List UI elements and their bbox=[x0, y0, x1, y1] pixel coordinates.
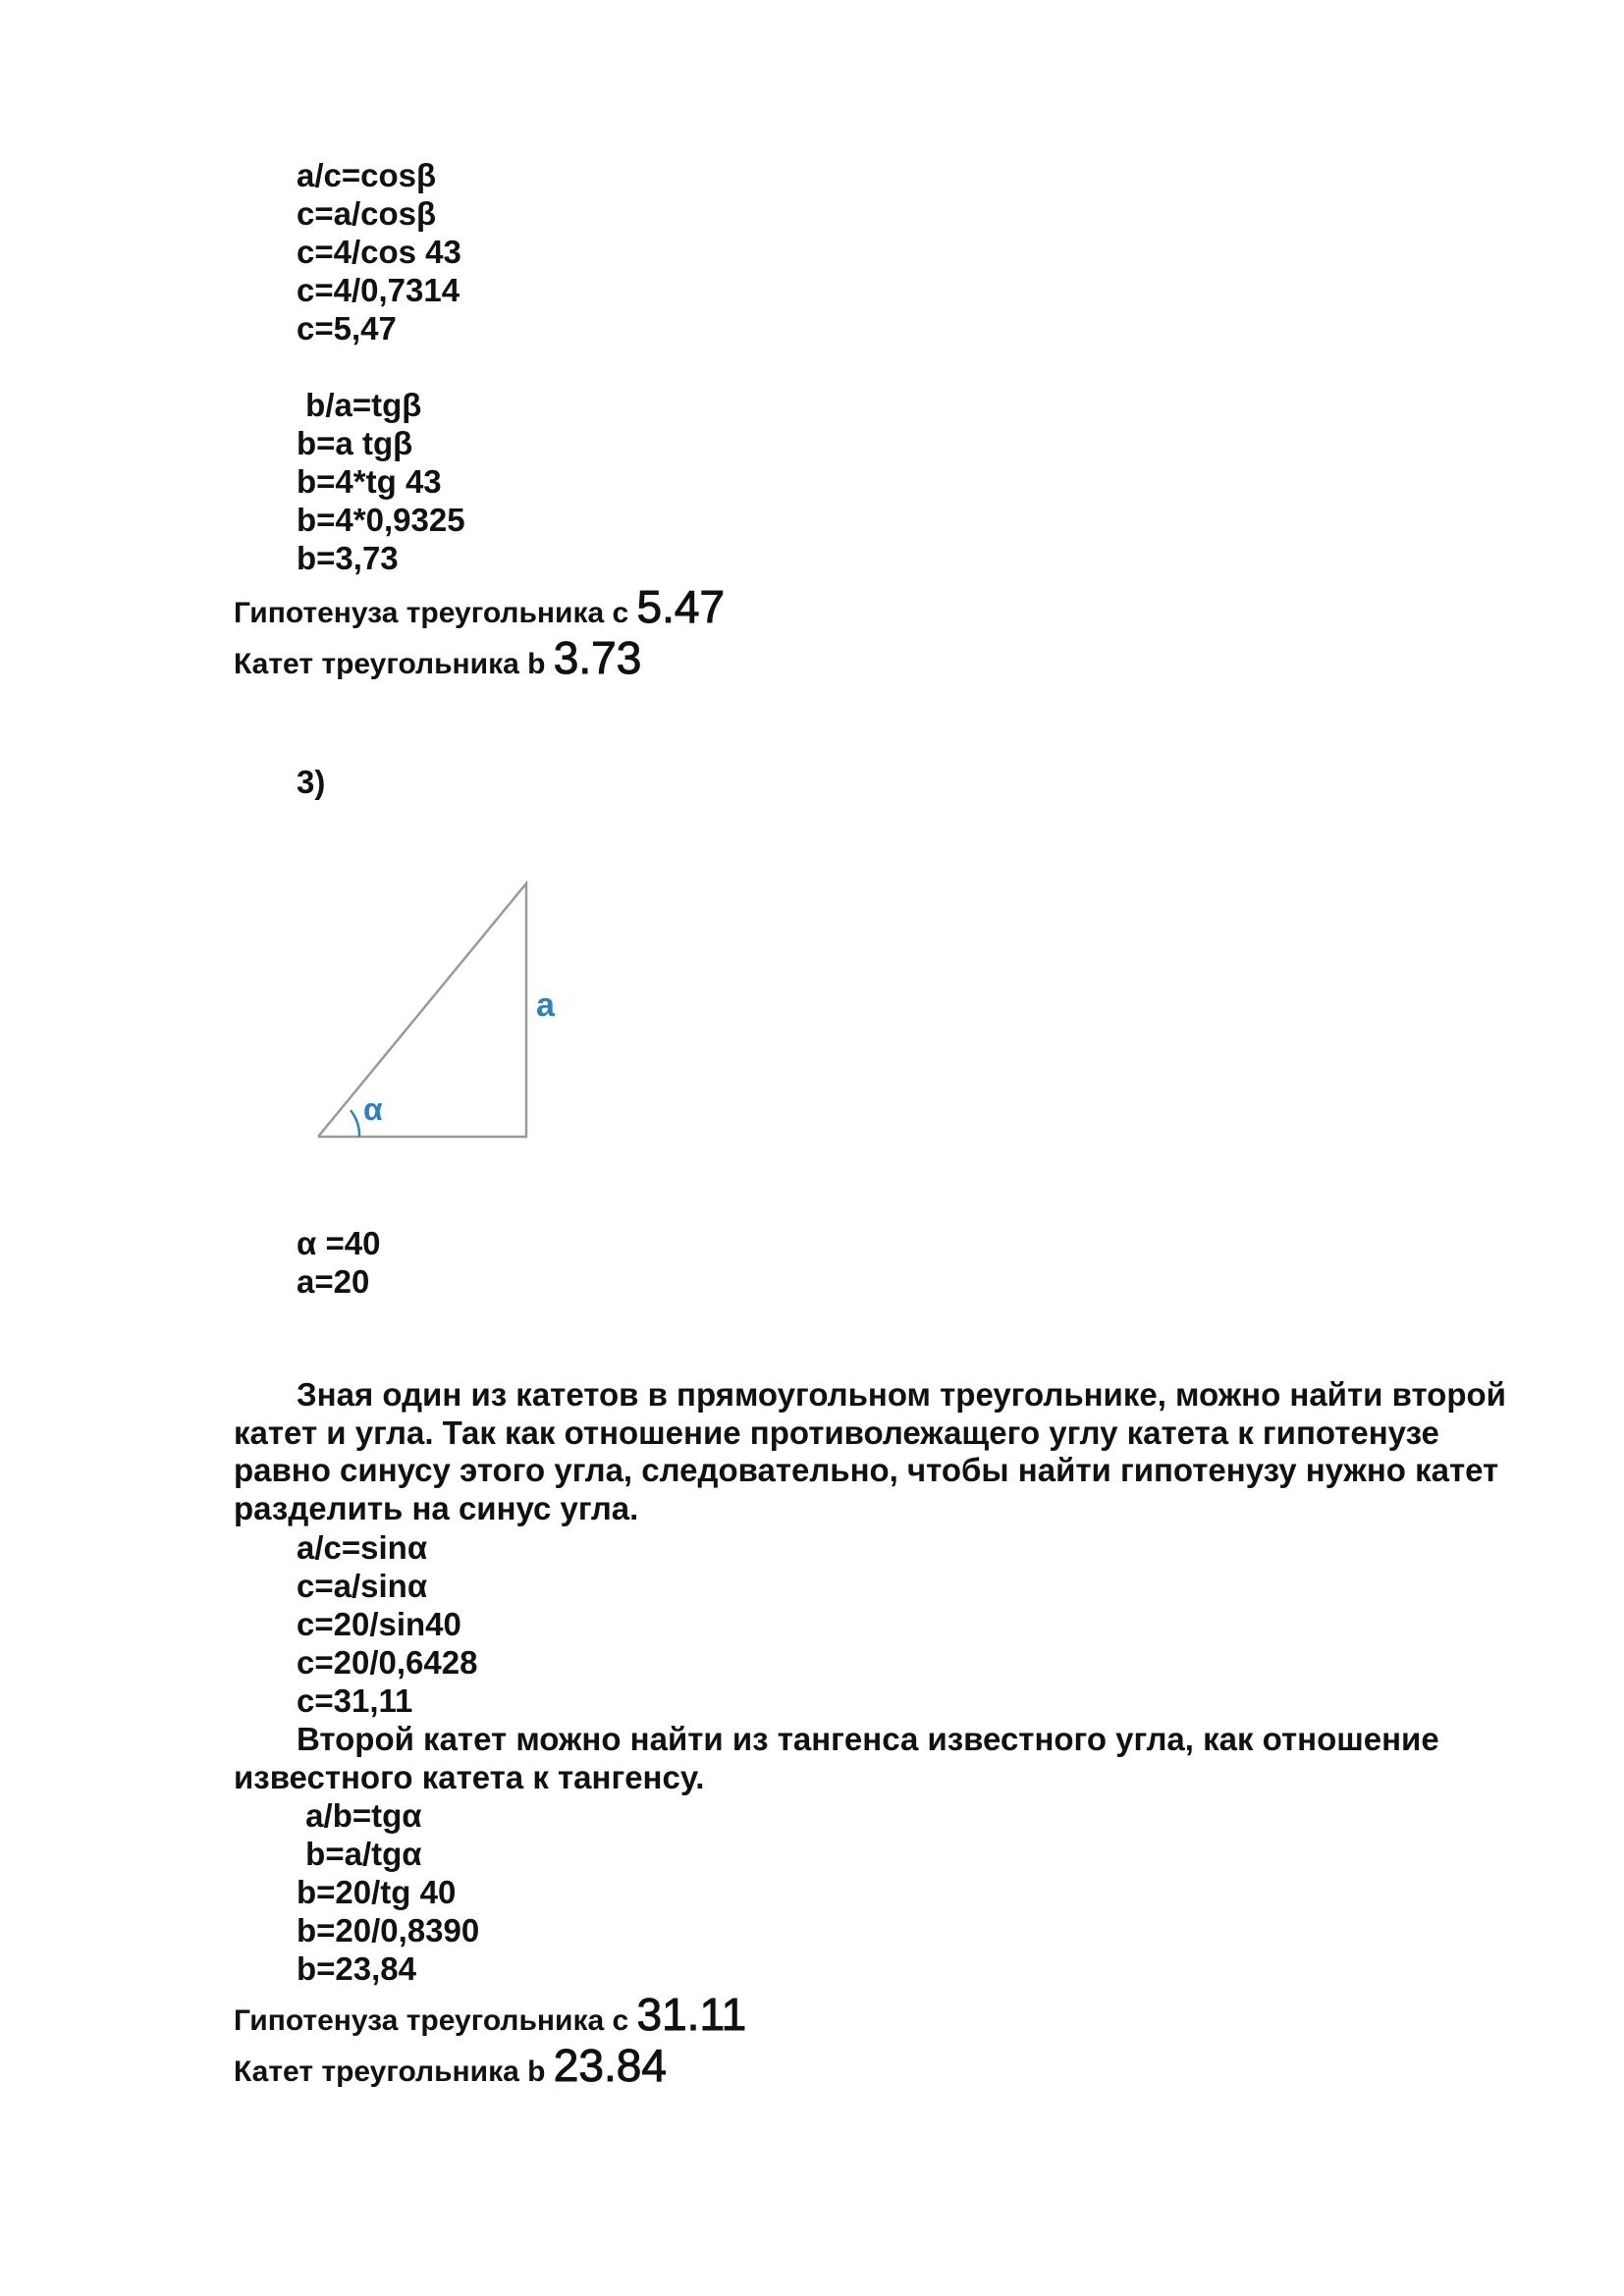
formula-line: c=20/sin40 bbox=[297, 1606, 461, 1642]
formula-line: b=3,73 bbox=[297, 540, 399, 576]
angle-arc bbox=[351, 1110, 359, 1137]
result-value: 23.84 bbox=[553, 2040, 667, 2091]
formula-line: c=4/cos 43 bbox=[297, 234, 461, 270]
leg-result bbox=[234, 632, 641, 690]
formula-line: b/a=tg⁡β bbox=[297, 387, 422, 423]
formula-line: b=20/tg 40 bbox=[297, 1874, 457, 1910]
explanation-paragraph bbox=[234, 1721, 1510, 1796]
explanation-paragraph bbox=[234, 1376, 1510, 1527]
result-label: Катет треугольника b bbox=[234, 648, 554, 680]
formula-line: c=5,47 bbox=[297, 310, 397, 347]
hypotenuse-result bbox=[234, 581, 725, 639]
formula-line: a/c=cos⁡β bbox=[297, 157, 437, 193]
formula-line: c=a/cos⁡β bbox=[297, 195, 437, 232]
formula-line: b=23,84 bbox=[297, 1950, 417, 1987]
formula-line: a/c=sin⁡α bbox=[297, 1529, 428, 1566]
result-value: 31.11 bbox=[636, 1989, 747, 2040]
angle-label: α bbox=[363, 1092, 383, 1127]
formula-line: a/b=tg⁡α bbox=[297, 1797, 422, 1834]
paragraph-text: Второй катет можно найти из тангенса известного угла, как отношение известного катета к тангенсу. bbox=[234, 1721, 1439, 1795]
result-label: Гипотенуза треугольника c bbox=[234, 2004, 637, 2037]
formula-line: b=4*tg 43 bbox=[297, 463, 442, 500]
triangle-diagram bbox=[304, 869, 579, 1153]
formula-line: c=4/0,7314 bbox=[297, 272, 460, 308]
result-label: Катет треугольника b bbox=[234, 2056, 554, 2088]
formula-line: c=31,11 bbox=[297, 1682, 413, 1719]
formula-line: b=20/0,8390 bbox=[297, 1912, 480, 1949]
triangle-outline bbox=[318, 883, 526, 1137]
given-line: α =40 bbox=[297, 1225, 381, 1261]
result-label: Гипотенуза треугольника c bbox=[234, 597, 637, 629]
side-label: a bbox=[536, 987, 555, 1024]
formula-line: b=4*0,9325 bbox=[297, 502, 465, 538]
paragraph-text: Зная один из катетов в прямоугольном треугольнике, можно найти второй катет и угла. Так как отношение противолежащего углу катета к гипотенузе равно синусу этого угла, следовательно, чтобы найти гипотенузу нужно катет разделить на синус угла. bbox=[234, 1376, 1506, 1526]
leg-result bbox=[234, 2040, 667, 2098]
formula-line: b=a tg⁡β bbox=[297, 425, 413, 461]
formula-line: b=a/tg⁡α bbox=[297, 1836, 422, 1872]
given-line: a=20 bbox=[297, 1263, 370, 1300]
section-heading: 3) bbox=[297, 764, 326, 800]
result-value: 3.73 bbox=[553, 632, 642, 683]
formula-line: c=a/sin⁡α bbox=[297, 1568, 428, 1604]
hypotenuse-result bbox=[234, 1989, 746, 2047]
result-value: 5.47 bbox=[636, 581, 726, 632]
formula-line: c=20/0,6428 bbox=[297, 1644, 478, 1681]
